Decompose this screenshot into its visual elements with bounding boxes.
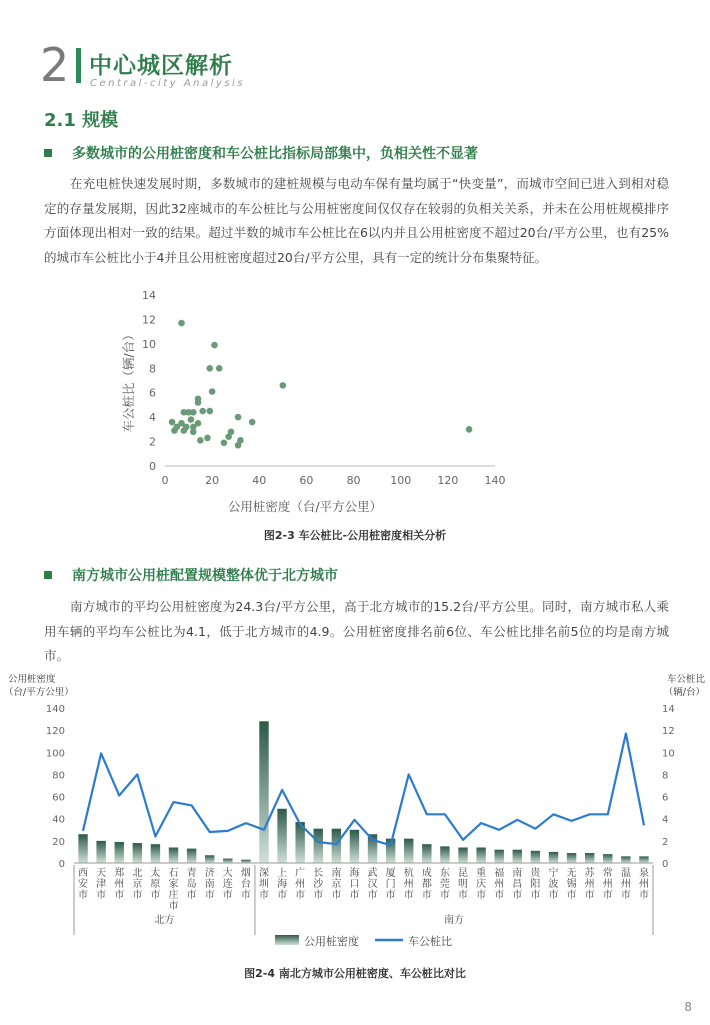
category-label-char: 市: [385, 890, 396, 901]
category-label-char: 深: [258, 868, 269, 879]
category-label-char: 青: [186, 868, 197, 879]
y-tick-label: 10: [142, 337, 156, 351]
y-tick-label: 8: [149, 362, 156, 376]
density-bar: [404, 839, 413, 863]
density-bar: [440, 846, 449, 863]
category-label-char: 市: [186, 890, 197, 901]
subheading-2: 南方城市公用桩配置规模整体优于北方城市: [72, 568, 338, 584]
category-label-char: 广: [295, 868, 306, 879]
density-bar: [603, 854, 612, 863]
category-label-char: 长: [313, 868, 324, 879]
left-tick-label: 0: [58, 859, 65, 870]
right-axis-unit: （辆/台）: [663, 687, 705, 698]
density-bar: [277, 809, 286, 863]
y-tick-label: 0: [149, 460, 156, 473]
category-label-char: 市: [78, 890, 89, 901]
right-tick-label: 10: [662, 748, 675, 760]
category-label-char: 西: [78, 868, 89, 879]
chapter-accent-bar: [76, 48, 81, 83]
scatter-point: [195, 399, 202, 406]
right-tick-label: 14: [662, 704, 675, 715]
category-label-char: 市: [638, 890, 649, 901]
left-tick-label: 120: [45, 726, 65, 738]
category-label-char: 太: [150, 868, 161, 879]
category-label-char: 市: [295, 890, 306, 901]
category-label-char: 济: [204, 868, 215, 879]
scatter-point: [190, 429, 197, 436]
category-label-char: 州: [295, 879, 306, 890]
scatter-point: [199, 408, 206, 415]
x-tick-label: 120: [437, 474, 459, 487]
density-bar: [314, 829, 323, 863]
scatter-point: [221, 439, 228, 446]
x-tick-label: 140: [484, 474, 506, 487]
scatter-point: [280, 382, 287, 389]
category-label-char: 州: [584, 879, 595, 890]
scatter-point: [190, 409, 197, 416]
legend-label: 车公桩比: [408, 935, 452, 948]
category-label-char: 连: [222, 879, 233, 890]
category-label-char: 汉: [367, 879, 378, 890]
category-label-char: 重: [476, 868, 487, 879]
bar-line-chart: [0, 670, 710, 960]
density-bar: [96, 841, 105, 863]
category-label-char: 郑: [114, 868, 125, 879]
scatter-point: [178, 320, 185, 327]
category-label-char: 北: [132, 868, 143, 879]
scatter-point: [181, 427, 188, 434]
category-label-char: 市: [331, 890, 342, 901]
density-bar: [223, 859, 232, 863]
group-label: 南方: [443, 915, 464, 926]
right-tick-label: 8: [662, 770, 669, 782]
density-bar: [350, 830, 359, 863]
right-tick-label: 2: [662, 836, 669, 848]
category-label-char: 市: [458, 890, 469, 901]
y-tick-label: 6: [149, 386, 156, 400]
category-label-char: 家: [168, 879, 179, 890]
right-tick-label: 12: [662, 726, 675, 738]
category-label-char: 厦: [385, 868, 396, 879]
chapter-title: 中心城区解析: [89, 53, 233, 79]
scatter-point: [235, 414, 242, 421]
x-axis-title: 公用桩密度（台/平方公里）: [227, 499, 383, 514]
left-tick-label: 140: [45, 704, 65, 715]
y-axis-title: 车公桩比（辆/台）: [121, 328, 136, 433]
category-label-char: 市: [367, 890, 378, 901]
density-bar: [621, 856, 630, 863]
category-label-char: 市: [277, 890, 288, 901]
category-label-char: 东: [439, 868, 450, 879]
group-label: 北方: [154, 915, 175, 926]
category-label-char: 市: [530, 890, 541, 901]
category-label-char: 泉: [638, 868, 649, 879]
bullet-square-icon: [44, 149, 52, 157]
category-label-char: 原: [150, 879, 161, 890]
category-label-char: 温: [620, 868, 631, 879]
category-label-char: 津: [96, 879, 107, 890]
category-label-char: 京: [132, 879, 143, 890]
category-label-char: 市: [240, 890, 251, 901]
scatter-point: [206, 408, 213, 415]
scatter-point: [249, 419, 256, 426]
category-label-char: 市: [132, 890, 143, 901]
bullet-square-icon: [44, 571, 52, 579]
category-label-char: 福: [494, 868, 505, 879]
category-label-char: 海: [349, 868, 360, 879]
category-label-char: 大: [222, 868, 233, 879]
scatter-point: [171, 427, 178, 434]
category-label-char: 圳: [258, 879, 269, 890]
density-bar: [169, 848, 178, 864]
category-label-char: 市: [566, 890, 577, 901]
category-label-char: 市: [403, 890, 414, 901]
category-label-char: 州: [602, 879, 613, 890]
right-tick-label: 0: [662, 859, 669, 870]
figure-caption-1: 图2-3 车公桩比-公用桩密度相关分析: [263, 529, 447, 542]
x-tick-label: 100: [390, 474, 412, 487]
category-label-char: 成: [421, 868, 432, 879]
category-label-char: 市: [204, 890, 215, 901]
category-label-char: 明: [458, 879, 469, 890]
category-label-char: 苏: [584, 868, 595, 879]
y-tick-label: 12: [142, 313, 156, 327]
category-label-char: 市: [548, 890, 559, 901]
category-label-char: 市: [494, 890, 505, 901]
category-label-char: 口: [349, 879, 360, 890]
category-label-char: 市: [476, 890, 487, 901]
paragraph-2: 南方城市的平均公用桩密度为24.3台/平方公里，高于北方城市的15.2台/平方公里。同时，南方城市私人乘用车辆的平均车公桩比为4.1，低于北方城市的4.9。公用桩密度排名前6位、车公桩比排名前5位的均是南方城市。: [44, 599, 669, 663]
category-label-char: 杭: [403, 868, 414, 879]
category-label-char: 上: [277, 868, 288, 879]
page-number: 8: [684, 1000, 692, 1014]
category-label-char: 州: [638, 879, 649, 890]
category-label-char: 烟: [240, 868, 251, 879]
category-label-char: 天: [96, 868, 107, 879]
scatter-chart: [110, 285, 530, 520]
category-label-char: 都: [421, 879, 432, 890]
category-label-char: 庆: [476, 879, 487, 890]
density-bar: [639, 856, 648, 863]
category-label-char: 州: [494, 879, 505, 890]
category-label-char: 波: [548, 879, 559, 890]
legend-label: 公用桩密度: [304, 935, 359, 948]
category-label-char: 市: [620, 890, 631, 901]
right-axis-title: 车公桩比: [666, 674, 705, 685]
density-bar: [549, 852, 558, 863]
category-label-char: 岛: [186, 879, 197, 890]
category-label-char: 京: [331, 879, 342, 890]
category-label-char: 锡: [566, 879, 577, 890]
x-tick-label: 0: [161, 474, 169, 487]
scatter-point: [209, 388, 216, 395]
chapter-subtitle-en: Central-city Analysis: [90, 78, 246, 89]
category-label-char: 市: [602, 890, 613, 901]
left-tick-label: 100: [45, 748, 65, 760]
category-label-char: 海: [277, 879, 288, 890]
category-label-char: 州: [403, 879, 414, 890]
category-label-char: 市: [96, 890, 107, 901]
scatter-point: [197, 437, 204, 444]
category-label-char: 台: [240, 879, 251, 890]
category-label-char: 市: [421, 890, 432, 901]
density-bar: [151, 844, 160, 863]
x-tick-label: 60: [299, 474, 314, 487]
density-bar: [585, 853, 594, 863]
right-tick-label: 4: [662, 814, 669, 826]
category-label-char: 武: [367, 868, 378, 879]
scatter-point: [225, 433, 232, 440]
category-label-char: 贵: [530, 868, 541, 879]
scatter-point: [216, 365, 223, 372]
scatter-point: [235, 442, 242, 449]
left-tick-label: 20: [52, 836, 65, 848]
density-bar: [513, 850, 522, 863]
category-label-char: 市: [222, 890, 233, 901]
paragraph-1: 在充电桩快速发展时期，多数城市的建桩规模与电动车保有量均属于“快变量”，而城市空间已进入到相对稳定的存量发展期，因此32座城市的车公桩比与公用桩密度间仅仅存在较弱的负相关关系，并未在公用桩规模排序方面体现出相对一致的结果。超过半数的城市车公桩比在6以内并且公用桩密度不超过20台/平方公里，也有25%的城市车公桩比小于4并且公用桩密度超过20台/平方公里，具有一定的统计分布集聚特征。: [44, 176, 669, 265]
scatter-point: [466, 426, 473, 433]
subheading-1: 多数城市的公用桩密度和车公桩比指标局部集中，负相关性不显著: [72, 146, 478, 162]
category-label-char: 沙: [313, 879, 324, 890]
density-bar: [332, 829, 341, 863]
density-bar: [115, 842, 124, 863]
category-label-char: 宁: [548, 868, 559, 879]
scatter-point: [169, 419, 176, 426]
category-label-char: 昌: [512, 879, 523, 890]
y-tick-label: 4: [149, 411, 156, 425]
density-bar: [422, 844, 431, 863]
category-label-char: 市: [439, 890, 450, 901]
left-tick-label: 80: [52, 770, 65, 782]
category-label-char: 南: [331, 868, 342, 879]
category-label-char: 南: [512, 868, 523, 879]
x-tick-label: 80: [346, 474, 361, 487]
scatter-point: [204, 435, 211, 442]
density-bar: [458, 848, 467, 864]
category-label-char: 南: [204, 879, 215, 890]
category-label-char: 无: [566, 868, 577, 879]
x-tick-label: 40: [252, 474, 267, 487]
density-bar: [476, 848, 485, 864]
category-label-char: 州: [114, 879, 125, 890]
density-bar: [187, 849, 196, 863]
category-label-char: 市: [258, 890, 269, 901]
left-axis-unit: （台/平方公里）: [4, 687, 74, 698]
density-bar: [567, 853, 576, 863]
category-label-char: 市: [349, 890, 360, 901]
y-tick-label: 14: [142, 289, 156, 302]
figure-caption-2: 图2-4 南北方城市公用桩密度、车公桩比对比: [244, 967, 466, 980]
density-bar: [259, 721, 268, 863]
category-label-char: 市: [168, 901, 179, 912]
density-bar: [494, 850, 503, 863]
category-label-char: 门: [385, 879, 396, 890]
chapter-number: 2: [40, 38, 70, 92]
legend-bar-swatch: [275, 935, 299, 945]
category-label-char: 市: [114, 890, 125, 901]
category-label-char: 市: [150, 890, 161, 901]
x-tick-label: 20: [205, 474, 220, 487]
category-label-char: 安: [78, 879, 89, 890]
left-axis-title: 公用桩密度: [8, 674, 56, 685]
category-label-char: 昆: [458, 868, 469, 879]
scatter-point: [188, 416, 195, 423]
density-bar: [78, 834, 87, 863]
category-label-char: 庄: [168, 890, 179, 901]
left-tick-label: 60: [52, 792, 65, 804]
category-label-char: 石: [168, 868, 179, 879]
left-tick-label: 40: [52, 814, 65, 826]
category-label-char: 莞: [439, 879, 450, 890]
right-tick-label: 6: [662, 792, 669, 804]
scatter-point: [206, 365, 213, 372]
ratio-line: [83, 734, 644, 846]
density-bar: [205, 855, 214, 863]
category-label-char: 市: [584, 890, 595, 901]
y-tick-label: 2: [149, 435, 156, 449]
category-label-char: 市: [313, 890, 324, 901]
category-label-char: 阳: [530, 879, 541, 890]
section-title: 2.1 规模: [44, 110, 119, 131]
scatter-point: [211, 342, 218, 349]
category-label-char: 市: [512, 890, 523, 901]
density-bar: [133, 843, 142, 863]
density-bar: [531, 851, 540, 863]
category-label-char: 州: [620, 879, 631, 890]
category-label-char: 常: [602, 868, 613, 879]
